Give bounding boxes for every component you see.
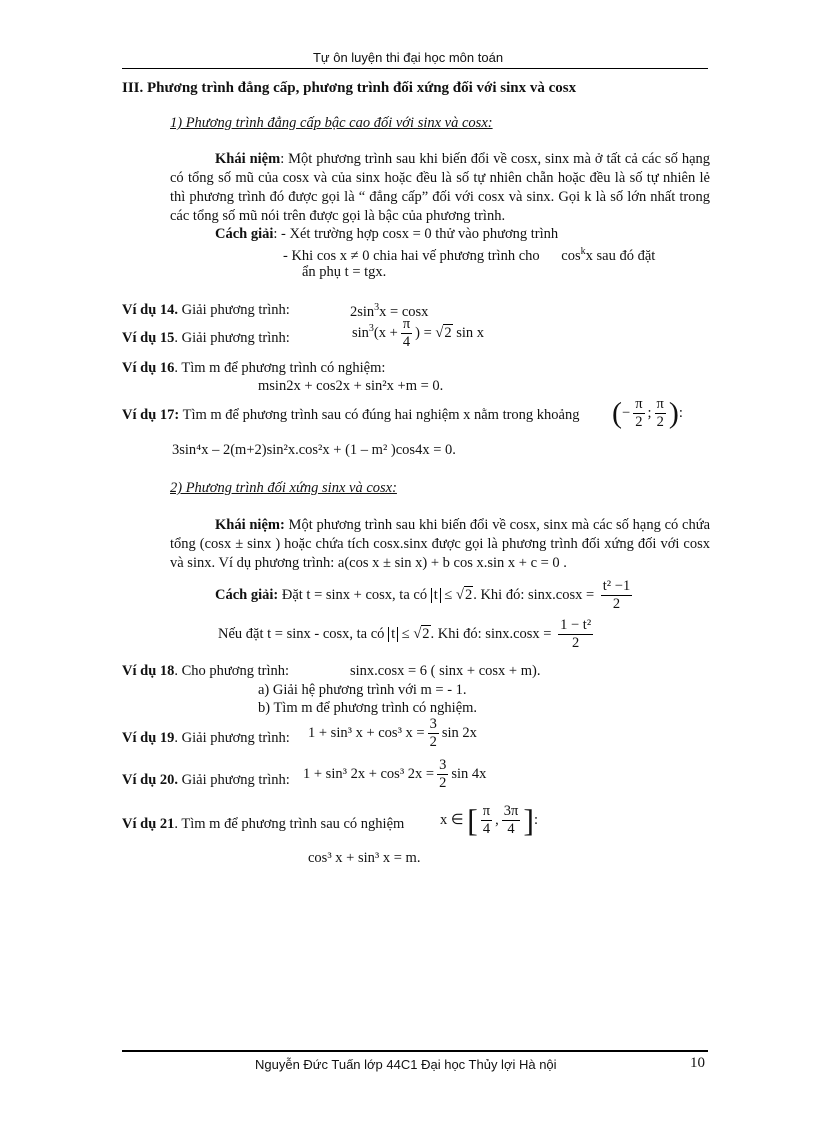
method-step2: - Khi cos x ≠ 0 chia hai vế phương trình cho xyxy=(283,247,540,264)
example-15: Ví dụ 15. Giải phương trình: xyxy=(122,330,290,346)
method-label: Cách giải xyxy=(215,226,274,242)
example-16: Ví dụ 16. Tìm m để phương trình có nghiệm: xyxy=(122,360,386,376)
header-rule xyxy=(122,68,708,69)
example-17: Ví dụ 17: Tìm m để phương trình sau có đúng hai nghiệm x nằm trong khoảng xyxy=(122,407,580,423)
method-step1: : - Xét trường hợp cosx = 0 thử vào phương trình xyxy=(273,226,559,242)
example-20-equation: 1 + sin³ 2x + cos³ 2x = $\frac{3}{2}$ sin 4x xyxy=(303,757,487,791)
section2-method: Cách giải: Đặt t = sinx + cosx, ta có t ≤ √2. Khi đó: sinx.cosx = $\frac{\text{t² −1}}{2}$ xyxy=(215,578,631,612)
example-17-equation: 3sin⁴x – 2(m+2)sin²x.cos²x + (1 – m² )cos4x = 0. xyxy=(172,442,456,458)
example-16-equation: msin2x + cos2x + sin²x +m = 0. xyxy=(258,378,444,394)
page-number: 10 xyxy=(690,1055,705,1071)
example-14: Ví dụ 14. Giải phương trình: xyxy=(122,302,290,318)
example-21-interval: x ∈ [ $\frac{\pi}{4}$ , $\frac{3\pi}{4}$ ]: xyxy=(440,802,539,838)
example-18-equation: sinx.cosx = 6 ( sinx + cosx + m). xyxy=(350,663,541,679)
method-line2: - Khi cos x ≠ 0 chia hai vế phương trình cho $\cos^kx$ sau đó đặt xyxy=(283,246,656,264)
page-header: Tự ôn luyện thi đại học môn toán xyxy=(312,50,504,65)
example-21-equation: cos³ x + sin³ x = m. xyxy=(308,850,421,866)
section-title: III. Phương trình đẳng cấp, phương trình đối xứng đối với sinx và cosx xyxy=(122,80,577,96)
method-line1 xyxy=(215,226,558,243)
section1-heading: 1) Phương trình đẳng cấp bậc cao đối với sinx và cosx: xyxy=(170,115,493,131)
example-18-part-a: a) Giải hệ phương trình với m = - 1. xyxy=(258,682,467,698)
example-21: Ví dụ 21. Tìm m để phương trình sau có nghiệm xyxy=(122,816,405,832)
concept-text: : Một phương trình sau khi biến đổi về cosx, sinx mà ở tất cả các số hạng có tổng số mũ của cosx và của sinx hoặc đều là số tự nhiên chẵn hoặc đều là số tự nhiên lẻ thì phương trình đó được gọi là “ đẳng cấp” đối với cosx và sinx. Gọi k là số lớn nhất trong các tổng số mũ nói trên được gọi là bậc của phương trình. xyxy=(170,151,711,224)
section2-concept: Khái niệm: Một phương trình sau khi biến đổi về cosx, sinx mà các số hạng có chứa tổng (cosx ± sinx ) hoặc chứa tích cosx.sinx được gọi là phương trình đối xứng đối với cosx và sinx. Ví dụ phương trình: a(cos x ± sin x) + b cos x.sin x + c = 0 . xyxy=(170,517,711,571)
example-19: Ví dụ 19. Giải phương trình: xyxy=(122,730,290,746)
example-17-interval: (− $\frac{\pi}{2}$ ; $\frac{\pi}{2}$ ): xyxy=(612,396,683,430)
example-20: Ví dụ 20. Giải phương trình: xyxy=(122,772,290,788)
section2-alt-method: Nếu đặt t = sinx - cosx, ta có t ≤ √2. Khi đó: sinx.cosx = $\frac{\text{1 − t²}}{2}$ xyxy=(218,617,592,651)
page-footer: Nguyễn Đức Tuấn lớp 44C1 Đại học Thủy lợi Hà nội xyxy=(255,1057,557,1072)
example-18: Ví dụ 18. Cho phương trình: xyxy=(122,663,290,679)
example-19-equation: 1 + sin³ x + cos³ x = $\frac{3}{2}$ sin 2x xyxy=(308,716,477,750)
section1-concept xyxy=(170,150,710,226)
method-line3: ẩn phụ t = tgx. xyxy=(302,264,387,280)
footer-rule xyxy=(122,1050,708,1052)
section2-heading: 2) Phương trình đối xứng sinx và cosx: xyxy=(170,480,397,496)
example-18-part-b: b) Tìm m để phương trình có nghiệm. xyxy=(258,700,478,716)
concept-label: Khái niệm xyxy=(215,151,281,167)
example-14-equation: $2\sin^3x = \cos x$ xyxy=(350,302,429,320)
example-15-equation: $\sin^3(x$ + $\frac{\pi}{4}$ ) = √2 sin x xyxy=(352,316,485,350)
